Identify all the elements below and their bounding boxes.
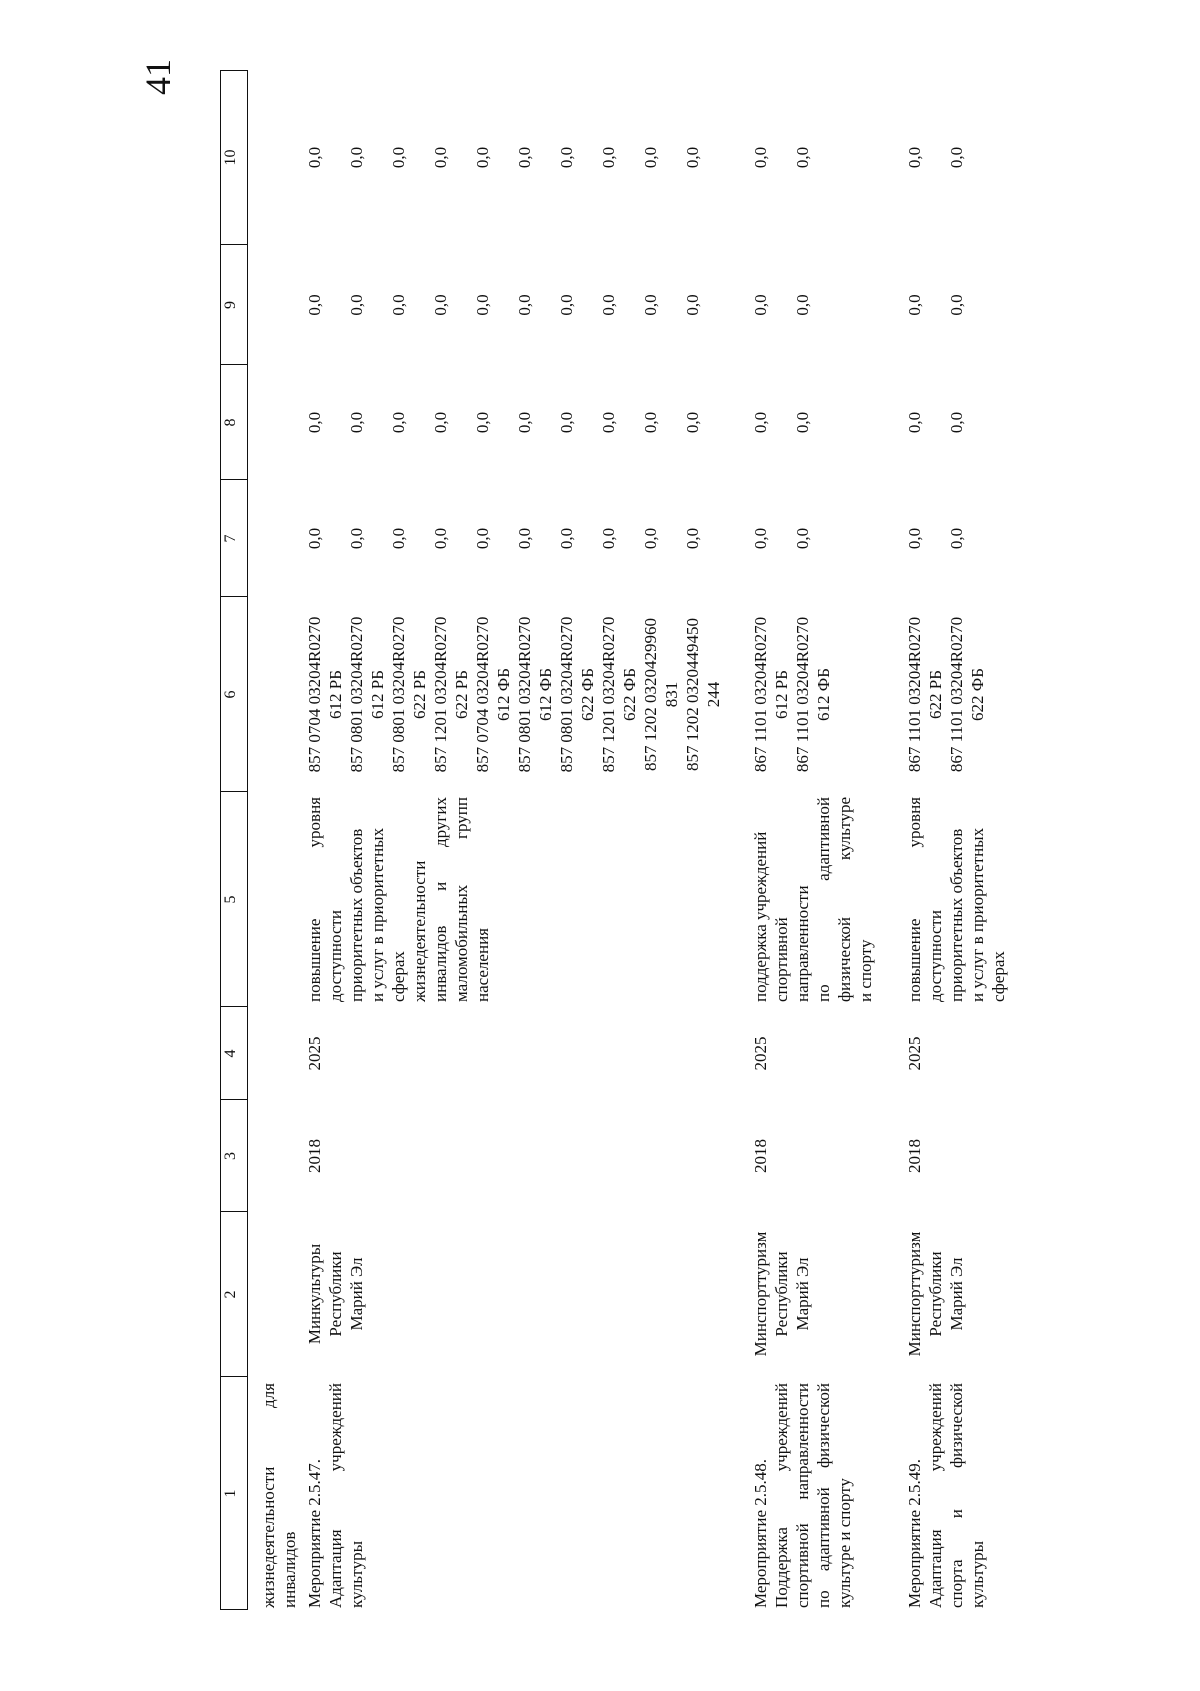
expected-result: повышение уровня доступности приоритетных объектов и услуг в приоритетных сферах	[905, 797, 1008, 1002]
value-col-9: 0,0	[557, 294, 576, 316]
responsible-executor: Минспорттуризм Республики Марий Эл	[751, 1231, 812, 1357]
value-col-8: 0,0	[683, 411, 702, 434]
value-col-9: 0,0	[389, 294, 408, 316]
responsible-executor: Минкультуры Республики Марий Эл	[305, 1243, 366, 1345]
end-year: 2025	[305, 1036, 324, 1071]
activity-name: Мероприятие 2.5.47. Адаптация учреждений культуры	[305, 1383, 366, 1608]
expected-result: повышение уровня доступности приоритетных объектов и услуг в приоритетных сферах жизнедеятельности инвалидов и других маломобильных групп населения	[305, 797, 492, 1002]
value-col-10: 0,0	[389, 146, 408, 169]
value-col-10: 0,0	[305, 146, 324, 169]
value-col-7: 0,0	[751, 527, 770, 550]
value-col-9: 0,0	[473, 294, 492, 316]
value-col-8: 0,0	[947, 411, 966, 434]
value-col-9: 0,0	[347, 294, 366, 316]
value-col-7: 0,0	[599, 527, 618, 550]
page-number: 41	[138, 59, 178, 95]
start-year: 2018	[305, 1139, 324, 1173]
value-col-10: 0,0	[347, 146, 366, 169]
value-col-8: 0,0	[751, 411, 770, 434]
header-top-rule	[220, 70, 221, 1610]
budget-code: 857 0704 03204R0270 612 РБ	[305, 616, 345, 773]
value-col-7: 0,0	[473, 527, 492, 550]
header-col-7: 7	[222, 534, 239, 543]
value-col-7: 0,0	[793, 527, 812, 550]
value-col-10: 0,0	[751, 146, 770, 169]
value-col-8: 0,0	[515, 411, 534, 434]
value-col-9: 0,0	[431, 294, 450, 316]
value-col-9: 0,0	[751, 294, 770, 316]
end-year: 2025	[905, 1036, 924, 1071]
header-col-3: 3	[222, 1152, 239, 1160]
value-col-7: 0,0	[947, 527, 966, 550]
header-col-9: 9	[222, 301, 239, 309]
value-col-8: 0,0	[305, 411, 324, 434]
budget-code: 867 1101 03204R0270 622 РБ	[905, 616, 945, 773]
value-col-8: 0,0	[557, 411, 576, 434]
value-col-9: 0,0	[599, 294, 618, 316]
value-col-8: 0,0	[431, 411, 450, 434]
value-col-9: 0,0	[305, 294, 324, 316]
budget-code: 857 0801 03204R0270 612 РБ	[347, 616, 387, 773]
start-year: 2018	[905, 1139, 924, 1173]
value-col-10: 0,0	[599, 146, 618, 169]
value-col-8: 0,0	[793, 411, 812, 434]
value-col-7: 0,0	[347, 527, 366, 550]
header-col-6: 6	[222, 690, 239, 699]
header-col-2: 2	[222, 1290, 239, 1299]
header-col-10: 10	[222, 149, 239, 166]
header-col-5: 5	[222, 895, 239, 904]
budget-code: 857 1202 0320429960 831	[641, 618, 681, 771]
header-col-1: 1	[222, 1489, 239, 1498]
value-col-7: 0,0	[515, 527, 534, 550]
value-col-8: 0,0	[641, 411, 660, 434]
value-col-8: 0,0	[389, 411, 408, 434]
header-bottom-rule	[247, 70, 248, 1610]
budget-table	[220, 70, 1080, 1610]
value-col-7: 0,0	[557, 527, 576, 550]
budget-code: 867 1101 03204R0270 622 ФБ	[947, 616, 987, 773]
budget-code: 867 1101 03204R0270 612 ФБ	[793, 616, 833, 773]
budget-code: 857 0704 03204R0270 612 ФБ	[473, 616, 513, 773]
budget-code: 857 1202 0320449450 244	[683, 618, 723, 771]
value-col-10: 0,0	[431, 146, 450, 169]
budget-code: 857 0801 03204R0270 622 ФБ	[557, 616, 597, 773]
budget-code: 857 0801 03204R0270 622 РБ	[389, 616, 429, 773]
value-col-7: 0,0	[305, 527, 324, 550]
activity-name: Мероприятие 2.5.49. Адаптация учреждений спорта и физической культуры	[905, 1383, 987, 1608]
value-col-9: 0,0	[515, 294, 534, 316]
value-col-10: 0,0	[473, 146, 492, 169]
start-year: 2018	[751, 1139, 770, 1173]
value-col-7: 0,0	[905, 527, 924, 550]
value-col-10: 0,0	[947, 146, 966, 169]
value-col-10: 0,0	[641, 146, 660, 169]
expected-result: поддержка учреждений спортивной направленности по адаптивной физической культуре и спорту	[751, 797, 875, 1002]
value-col-7: 0,0	[389, 527, 408, 550]
budget-code: 867 1101 03204R0270 612 РБ	[751, 616, 791, 773]
value-col-8: 0,0	[599, 411, 618, 434]
value-col-10: 0,0	[793, 146, 812, 169]
value-col-7: 0,0	[683, 527, 702, 550]
responsible-executor: Минспорттуризм Республики Марий Эл	[905, 1231, 966, 1357]
value-col-9: 0,0	[641, 294, 660, 316]
value-col-9: 0,0	[905, 294, 924, 316]
header-col-4: 4	[222, 1049, 239, 1058]
value-col-8: 0,0	[905, 411, 924, 434]
value-col-9: 0,0	[947, 294, 966, 316]
end-year: 2025	[751, 1036, 770, 1071]
value-col-10: 0,0	[905, 146, 924, 169]
header-col-8: 8	[222, 418, 239, 427]
value-col-7: 0,0	[641, 527, 660, 550]
value-col-7: 0,0	[431, 527, 450, 550]
activity-name: Мероприятие 2.5.48. Поддержка учреждений спортивной направленности по адаптивной физической культуре и спорту	[751, 1383, 854, 1608]
value-col-9: 0,0	[683, 294, 702, 316]
value-col-10: 0,0	[557, 146, 576, 169]
value-col-8: 0,0	[473, 411, 492, 434]
value-col-10: 0,0	[683, 146, 702, 169]
budget-code: 857 0801 03204R0270 612 ФБ	[515, 616, 555, 773]
budget-code: 857 1201 03204R0270 622 РБ	[431, 616, 471, 773]
budget-code: 857 1201 03204R0270 622 ФБ	[599, 616, 639, 773]
value-col-8: 0,0	[347, 411, 366, 434]
value-col-10: 0,0	[515, 146, 534, 169]
value-col-9: 0,0	[793, 294, 812, 316]
carryover-activity-name: жизнедеятельности для инвалидов	[259, 1383, 299, 1608]
